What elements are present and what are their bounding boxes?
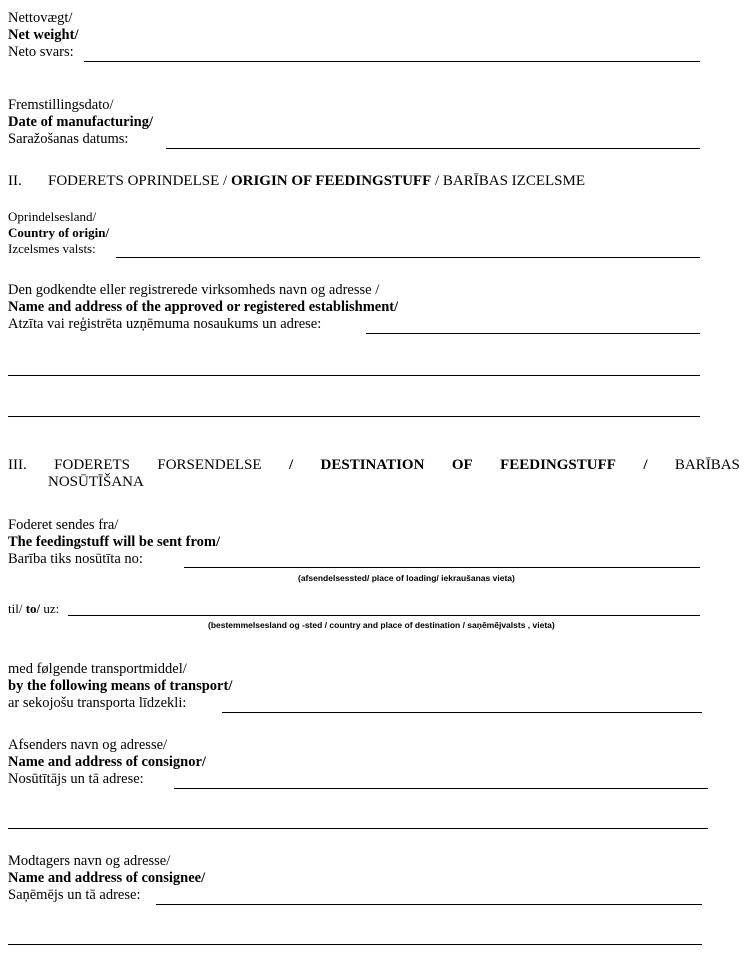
sent-from-label-lv: Barība tiks nosūtīta no: (8, 551, 143, 567)
section-3-line-2: NOSŪTĪŠANA (48, 474, 144, 490)
section-2-title-da: FODERETS OPRINDELSE / (48, 173, 231, 189)
sent-to-label-lv: uz: (40, 601, 60, 616)
section-3-slash-2: / (643, 457, 648, 473)
date-manufacturing-field[interactable] (166, 148, 700, 149)
transport-field[interactable] (222, 712, 702, 713)
section-3-word-2: FORSENDELSE (157, 457, 262, 473)
consignor-label-lv: Nosūtītājs un tā adrese: (8, 771, 144, 787)
consignee-field-1[interactable] (156, 904, 702, 905)
country-origin-label-da: Oprindelsesland/ (8, 209, 97, 224)
net-weight-label-lv: Neto svars: (8, 44, 74, 60)
consignor-field-1[interactable] (174, 788, 708, 789)
consignee-label-da: Modtagers navn og adresse/ (8, 853, 171, 869)
section-3-word-4: DESTINATION (320, 457, 425, 473)
section-2-title-en: ORIGIN OF FEEDINGSTUFF (230, 173, 432, 189)
establishment-label-en: Name and address of the approved or registered establishment/ (8, 299, 399, 315)
country-origin-field[interactable] (116, 257, 700, 258)
consignee-label-lv: Saņēmējs un tā adrese: (8, 887, 141, 903)
net-weight-label-en: Net weight/ (8, 27, 79, 43)
sent-to-caption: (bestemmelsesland og -sted / country and place of destination / saņēmējvalsts , vieta) (208, 620, 555, 630)
establishment-label-da: Den godkendte eller registrerede virksomheds navn og adresse / (8, 282, 380, 298)
sent-from-caption: (afsendelsessted/ place of loading/ iekraušanas vieta) (298, 573, 515, 583)
sent-to-label-en: to/ (25, 601, 41, 616)
consignor-field-2[interactable] (8, 828, 708, 829)
establishment-label-lv: Atzīta vai reģistrēta uzņēmuma nosaukums un adrese: (8, 316, 322, 332)
establishment-field-3[interactable] (8, 416, 700, 417)
consignor-label-da: Afsenders navn og adresse/ (8, 737, 168, 753)
sent-from-label-da: Foderet sendes fra/ (8, 517, 119, 533)
consignee-label-en: Name and address of consignee/ (8, 870, 206, 886)
section-3-word-5: OF (451, 457, 473, 473)
transport-label-en: by the following means of transport/ (8, 678, 233, 694)
section-3-word-1: FODERETS (54, 457, 130, 473)
country-origin-label-en: Country of origin/ (8, 225, 110, 240)
establishment-field-2[interactable] (8, 375, 700, 376)
section-3-word-8: BARĪBAS (674, 457, 740, 473)
section-2-number: II. (8, 173, 22, 189)
date-manufacturing-label-lv: Saražošanas datums: (8, 131, 129, 147)
transport-label-lv: ar sekojošu transporta līdzekli: (8, 695, 187, 711)
net-weight-label-da: Nettovægt/ (8, 10, 73, 26)
section-2-title-lv: / BARĪBAS IZCELSME (431, 173, 585, 189)
date-manufacturing-label-en: Date of manufacturing/ (8, 114, 153, 130)
consignor-label-en: Name and address of consignor/ (8, 754, 206, 770)
transport-label-da: med følgende transportmiddel/ (8, 661, 187, 677)
section-2-heading (8, 173, 585, 190)
section-3-word-6: FEEDINGSTUFF (500, 457, 616, 473)
sent-to-label (8, 600, 59, 617)
consignee-field-2[interactable] (8, 944, 702, 945)
section-3-heading (8, 457, 740, 491)
section-3-number: III. (8, 457, 27, 473)
sent-from-field[interactable] (184, 567, 700, 568)
sent-to-label-da: til/ (8, 601, 26, 616)
sent-to-field[interactable] (68, 615, 700, 616)
section-3-slash-1: / (288, 457, 294, 473)
date-manufacturing-label-da: Fremstillingsdato/ (8, 97, 114, 113)
net-weight-field[interactable] (84, 61, 700, 62)
country-origin-label-lv: Izcelsmes valsts: (8, 241, 96, 256)
establishment-field-1[interactable] (366, 333, 700, 334)
sent-from-label-en: The feedingstuff will be sent from/ (8, 534, 220, 550)
